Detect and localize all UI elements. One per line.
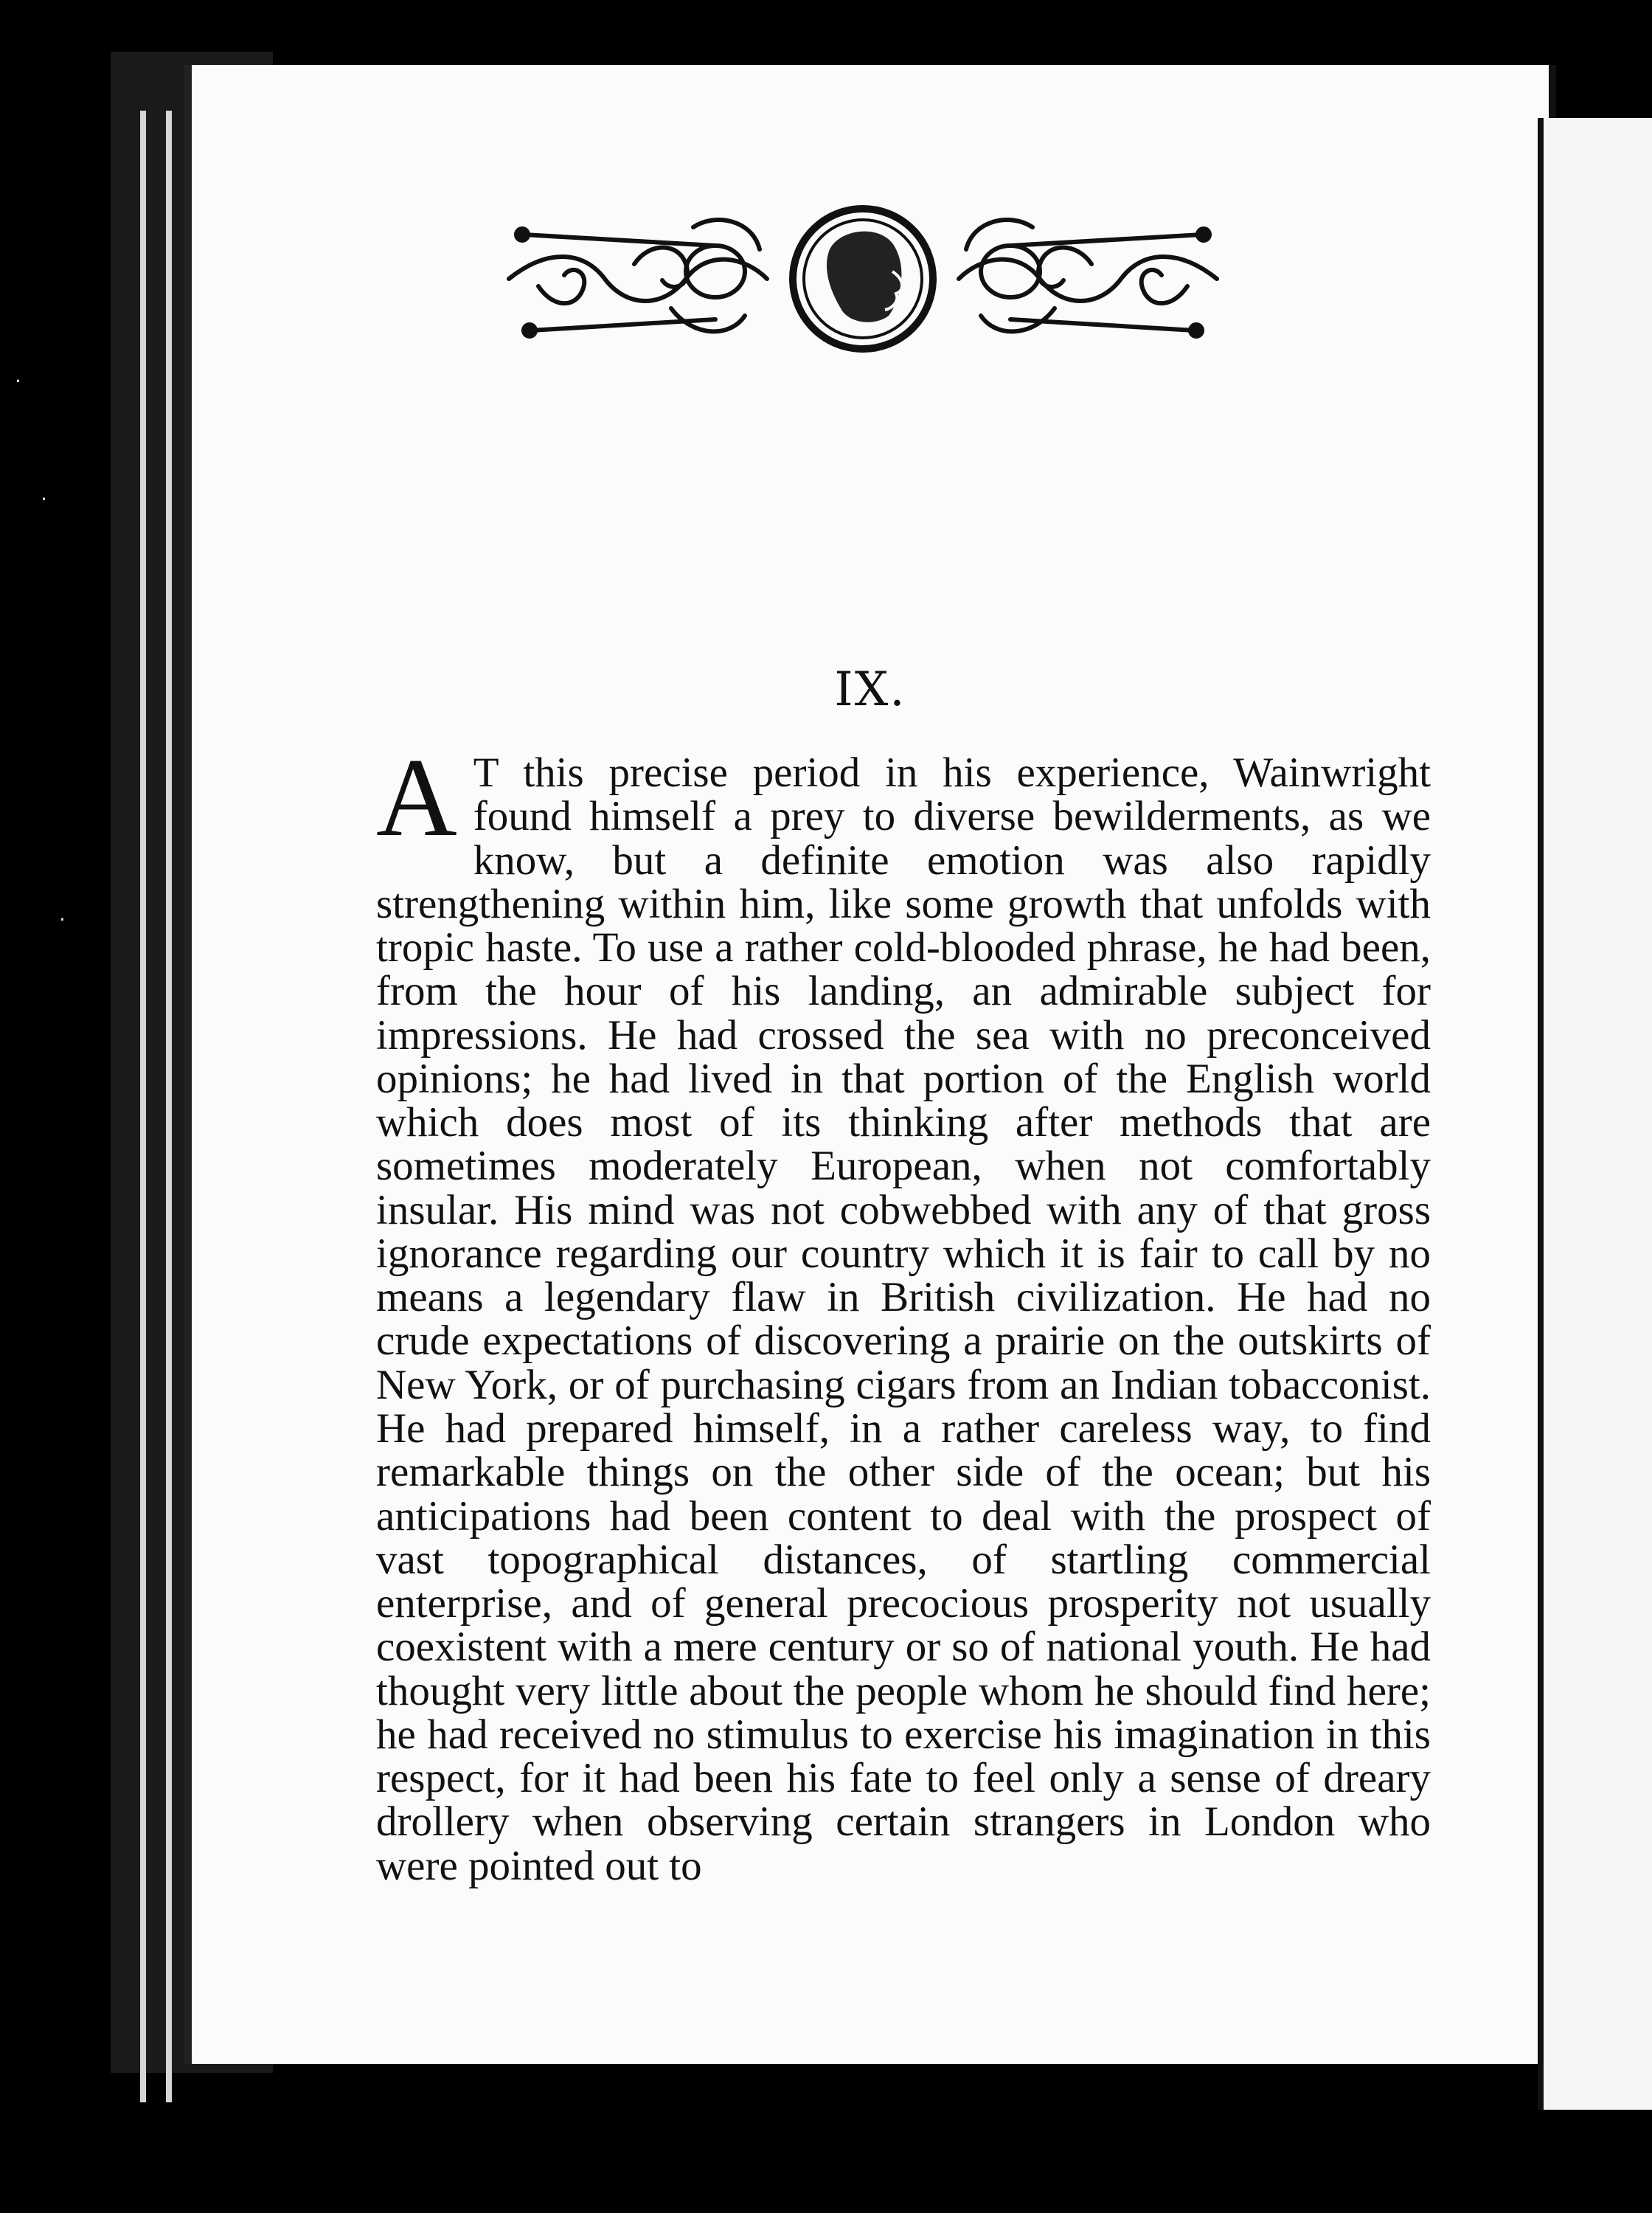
drop-cap-letter: A <box>376 751 457 859</box>
headpiece-ornament-icon <box>494 198 1232 360</box>
adjacent-page-edge <box>1538 118 1652 2110</box>
book-page <box>184 65 1556 2064</box>
spine-edge-line <box>166 111 172 2102</box>
scan-speck: · <box>41 487 47 511</box>
chapter-body-text <box>376 751 1431 1968</box>
chapter-number: IX. <box>834 662 906 717</box>
spine-edge-line <box>140 111 146 2102</box>
paragraph-text: found himself a prey to diverse bewilderments, as we know, but a definite emotion was also rapidly strengthening within him, like some growth that unfolds with tropic haste. To use a rather cold-blooded phrase, he had been, from the hour of his landing, an admirable subject for impressions. He had crossed the sea with no preconceived opinions; he had lived in that portion of the English world which does most of its thinking after methods that are sometimes moderately European, when not comfortably insular. His mind was not cobwebbed with any of that gross ignorance regarding our country which it is fair to call by no means a legendary flaw in British civilization. He had no crude expectations of discovering a prairie on the outskirts of New York, or of purchasing cigars from an Indian tobacconist. He had prepared himself, in a rather careless way, to find remarkable things on the other side of the ocean; but his anticipations had been content to deal with the prospect of vast topographical distances, of startling commercial enterprise, and of general precocious prosperity not usually coexistent with a mere century or so of national youth. He had thought very little about the people whom he should find here; he had received no stimulus to exercise his imagination in this respect, for it had been his fate to feel only a sense of dreary drollery when observing certain strangers in London who were pointed out to <box>376 793 1431 1889</box>
first-line-text: T this precise period in his experience, Wainwright <box>473 751 1431 796</box>
scan-speck: · <box>59 907 66 932</box>
scan-speck: · <box>15 369 21 393</box>
